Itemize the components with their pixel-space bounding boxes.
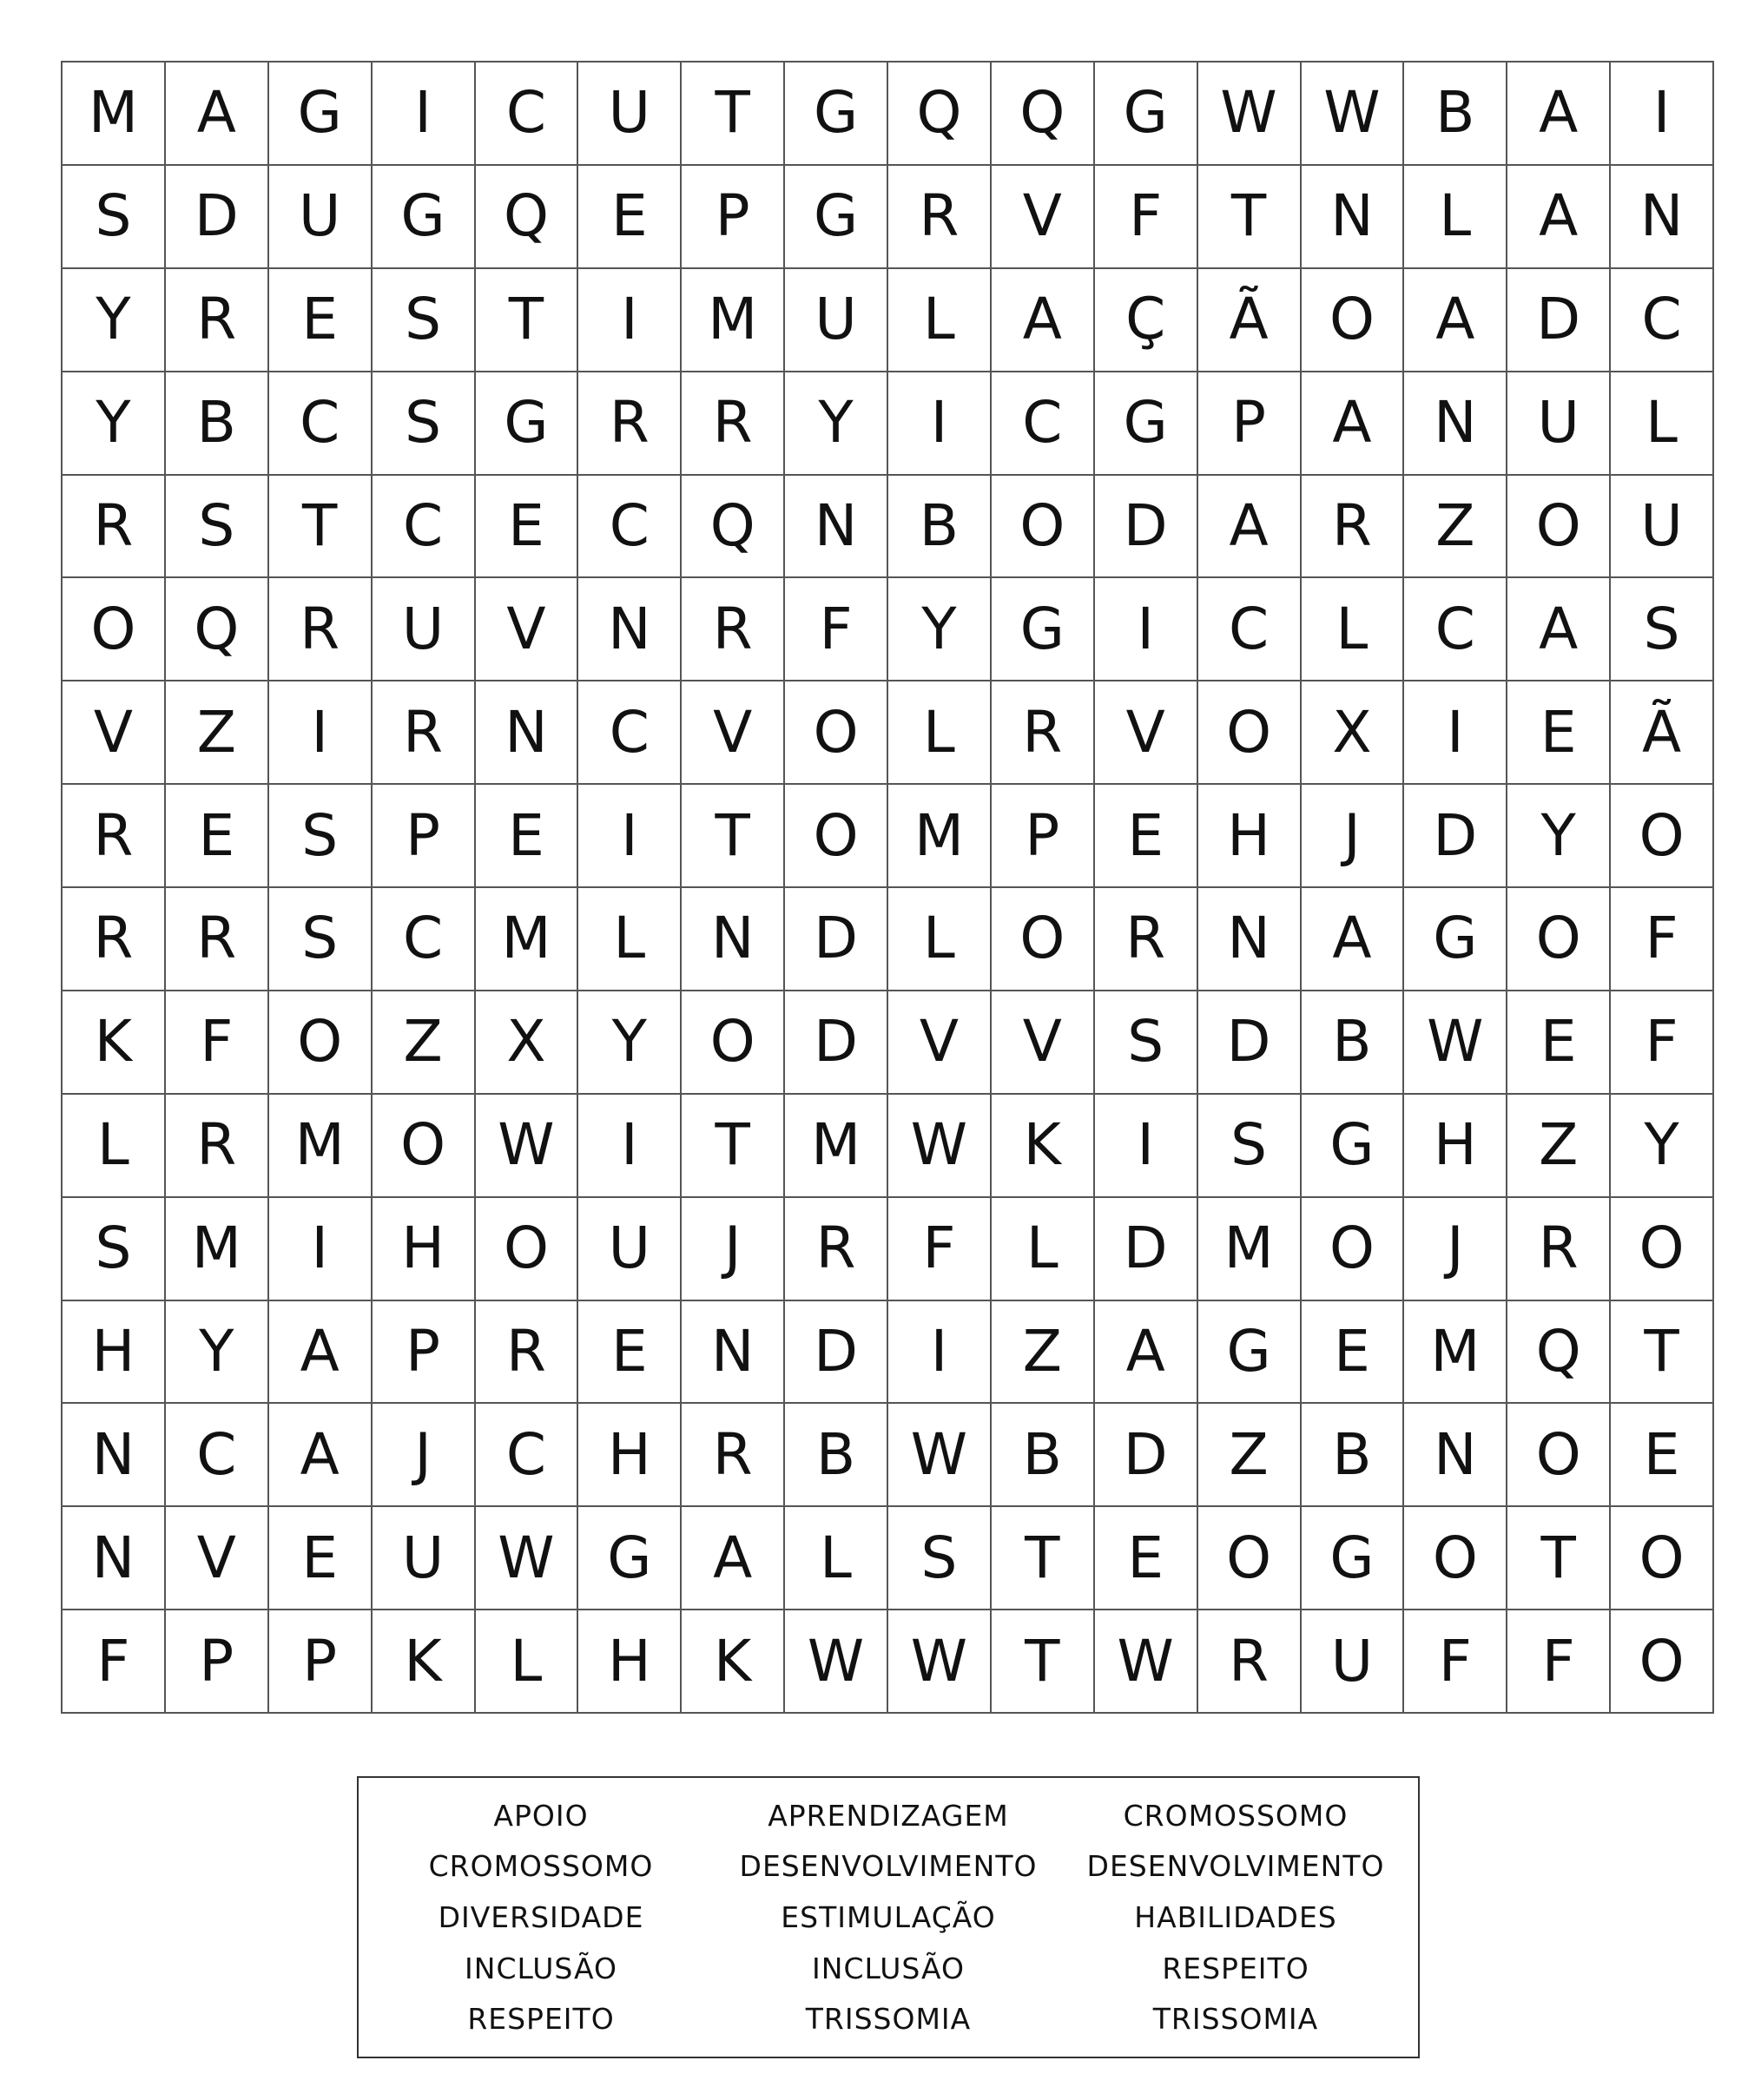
grid-cell[interactable]: E (1095, 785, 1198, 888)
grid-cell[interactable]: G (1302, 1095, 1405, 1198)
grid-cell[interactable]: Q (888, 63, 992, 166)
grid-cell[interactable]: S (63, 1198, 166, 1301)
grid-cell[interactable]: G (1095, 63, 1198, 166)
grid-cell[interactable]: Z (1507, 1095, 1611, 1198)
grid-cell[interactable]: E (269, 1507, 373, 1610)
grid-cell[interactable]: O (1507, 888, 1611, 991)
grid-cell[interactable]: I (1611, 63, 1714, 166)
grid-cell[interactable]: X (1302, 681, 1405, 785)
grid-cell[interactable]: W (785, 1610, 888, 1714)
grid-cell[interactable]: V (166, 1507, 269, 1610)
grid-cell[interactable]: S (1611, 578, 1714, 681)
grid-cell[interactable]: A (269, 1404, 373, 1507)
grid-cell[interactable]: O (1404, 1507, 1507, 1610)
grid-cell[interactable]: A (166, 63, 269, 166)
grid-cell[interactable]: G (1302, 1507, 1405, 1610)
grid-cell[interactable]: M (269, 1095, 373, 1198)
grid-cell[interactable]: V (63, 681, 166, 785)
grid-cell[interactable]: Y (888, 578, 992, 681)
grid-cell[interactable]: N (578, 578, 682, 681)
grid-cell[interactable]: L (63, 1095, 166, 1198)
grid-cell[interactable]: D (1404, 785, 1507, 888)
grid-cell[interactable]: T (992, 1507, 1095, 1610)
grid-cell[interactable]: W (1095, 1610, 1198, 1714)
grid-cell[interactable]: O (785, 681, 888, 785)
grid-cell[interactable]: I (888, 372, 992, 476)
grid-cell[interactable]: L (578, 888, 682, 991)
grid-cell[interactable]: A (1507, 166, 1611, 269)
grid-cell[interactable]: M (1404, 1301, 1507, 1405)
grid-cell[interactable]: Y (166, 1301, 269, 1405)
grid-cell[interactable]: M (682, 269, 785, 372)
grid-cell[interactable]: G (785, 166, 888, 269)
grid-cell[interactable]: N (1198, 888, 1302, 991)
grid-cell[interactable]: O (785, 785, 888, 888)
grid-cell[interactable]: S (269, 888, 373, 991)
grid-cell[interactable]: F (1611, 888, 1714, 991)
grid-cell[interactable]: W (1302, 63, 1405, 166)
grid-cell[interactable]: O (1198, 681, 1302, 785)
grid-cell[interactable]: R (1507, 1198, 1611, 1301)
grid-cell[interactable]: R (63, 785, 166, 888)
grid-cell[interactable]: M (1198, 1198, 1302, 1301)
grid-cell[interactable]: M (476, 888, 579, 991)
word-bank-item: HABILIDADES (1134, 1899, 1337, 1934)
grid-cell[interactable]: N (785, 476, 888, 579)
grid-cell[interactable]: E (1095, 1507, 1198, 1610)
grid-cell[interactable]: I (269, 1198, 373, 1301)
grid-cell[interactable]: D (1198, 991, 1302, 1095)
grid-cell[interactable]: Z (1404, 476, 1507, 579)
grid-cell[interactable]: M (785, 1095, 888, 1198)
grid-cell[interactable]: T (1198, 166, 1302, 269)
grid-cell[interactable]: E (1302, 1301, 1405, 1405)
grid-cell[interactable]: L (785, 1507, 888, 1610)
grid-cell[interactable]: A (1095, 1301, 1198, 1405)
grid-cell[interactable]: N (1404, 1404, 1507, 1507)
grid-cell[interactable]: N (682, 1301, 785, 1405)
word-bank-item: INCLUSÃO (465, 1951, 617, 1985)
grid-cell[interactable]: T (682, 1095, 785, 1198)
grid-cell[interactable]: Z (992, 1301, 1095, 1405)
grid-cell[interactable]: Q (682, 476, 785, 579)
grid-cell[interactable]: A (1404, 269, 1507, 372)
grid-cell[interactable]: A (992, 269, 1095, 372)
grid-cell[interactable]: J (1404, 1198, 1507, 1301)
grid-cell[interactable]: B (1302, 991, 1405, 1095)
grid-cell[interactable]: I (578, 269, 682, 372)
grid-cell[interactable]: P (373, 1301, 476, 1405)
word-bank-item: DIVERSIDADE (438, 1899, 644, 1934)
grid-cell[interactable]: L (1404, 166, 1507, 269)
grid-cell[interactable]: Y (1611, 1095, 1714, 1198)
grid-cell[interactable]: E (476, 785, 579, 888)
grid-cell[interactable]: C (476, 63, 579, 166)
grid-cell[interactable]: T (1611, 1301, 1714, 1405)
grid-cell[interactable]: P (992, 785, 1095, 888)
grid-cell[interactable]: A (1302, 372, 1405, 476)
grid-cell[interactable]: C (578, 681, 682, 785)
grid-cell[interactable]: S (373, 269, 476, 372)
grid-cell[interactable]: E (1507, 991, 1611, 1095)
grid-cell[interactable]: Z (166, 681, 269, 785)
grid-cell[interactable]: O (1611, 785, 1714, 888)
grid-cell[interactable]: E (476, 476, 579, 579)
grid-cell[interactable]: T (682, 63, 785, 166)
grid-cell[interactable]: B (888, 476, 992, 579)
grid-cell[interactable]: O (1302, 269, 1405, 372)
grid-cell[interactable]: N (682, 888, 785, 991)
word-bank-item: CROMOSSOMO (1123, 1798, 1349, 1833)
grid-cell[interactable]: C (476, 1404, 579, 1507)
grid-cell[interactable]: R (578, 372, 682, 476)
grid-cell[interactable]: H (578, 1610, 682, 1714)
grid-cell[interactable]: N (63, 1404, 166, 1507)
grid-cell[interactable]: O (992, 888, 1095, 991)
word-bank-item: CROMOSSOMO (428, 1849, 654, 1884)
grid-cell[interactable]: G (476, 372, 579, 476)
grid-cell[interactable]: C (1404, 578, 1507, 681)
grid-cell[interactable]: V (992, 991, 1095, 1095)
grid-cell[interactable]: P (269, 1610, 373, 1714)
grid-cell[interactable]: A (682, 1507, 785, 1610)
letter-grid (61, 61, 1714, 1714)
grid-cell[interactable]: R (682, 578, 785, 681)
grid-cell[interactable]: N (1611, 166, 1714, 269)
grid-cell[interactable]: W (888, 1095, 992, 1198)
grid-cell[interactable]: R (1302, 476, 1405, 579)
grid-cell[interactable]: J (373, 1404, 476, 1507)
grid-cell[interactable]: O (373, 1095, 476, 1198)
grid-cell[interactable]: W (1404, 991, 1507, 1095)
grid-cell[interactable]: K (992, 1095, 1095, 1198)
grid-cell[interactable]: O (63, 578, 166, 681)
grid-cell[interactable]: S (888, 1507, 992, 1610)
word-bank (357, 1776, 1420, 2058)
grid-cell[interactable]: H (63, 1301, 166, 1405)
grid-cell[interactable]: X (476, 991, 579, 1095)
grid-cell[interactable]: N (476, 681, 579, 785)
grid-cell[interactable]: R (63, 476, 166, 579)
grid-cell[interactable]: A (1198, 476, 1302, 579)
grid-cell[interactable]: F (888, 1198, 992, 1301)
grid-cell[interactable]: L (992, 1198, 1095, 1301)
grid-cell[interactable]: Q (992, 63, 1095, 166)
grid-cell[interactable]: G (1198, 1301, 1302, 1405)
grid-cell[interactable]: M (63, 63, 166, 166)
grid-cell[interactable]: O (992, 476, 1095, 579)
grid-cell[interactable]: U (1302, 1610, 1405, 1714)
grid-cell[interactable]: D (785, 888, 888, 991)
grid-cell[interactable]: O (269, 991, 373, 1095)
grid-cell[interactable]: V (888, 991, 992, 1095)
grid-cell[interactable]: T (269, 476, 373, 579)
grid-cell[interactable]: T (1507, 1507, 1611, 1610)
grid-cell[interactable]: I (373, 63, 476, 166)
grid-cell[interactable]: S (63, 166, 166, 269)
grid-cell[interactable]: U (785, 269, 888, 372)
grid-cell[interactable]: O (1198, 1507, 1302, 1610)
grid-cell[interactable]: V (1095, 681, 1198, 785)
grid-cell[interactable]: K (682, 1610, 785, 1714)
grid-cell[interactable]: R (992, 681, 1095, 785)
grid-cell[interactable]: B (1302, 1404, 1405, 1507)
grid-cell[interactable]: P (373, 785, 476, 888)
grid-cell[interactable]: B (992, 1404, 1095, 1507)
grid-cell[interactable]: F (1404, 1610, 1507, 1714)
grid-cell[interactable]: E (1507, 681, 1611, 785)
grid-cell[interactable]: W (476, 1095, 579, 1198)
grid-cell[interactable]: P (166, 1610, 269, 1714)
grid-cell[interactable]: I (888, 1301, 992, 1405)
grid-cell[interactable]: O (1302, 1198, 1405, 1301)
grid-cell[interactable]: R (166, 1095, 269, 1198)
grid-cell[interactable]: I (269, 681, 373, 785)
grid-cell[interactable]: C (373, 476, 476, 579)
grid-cell[interactable]: C (992, 372, 1095, 476)
grid-cell[interactable]: J (1302, 785, 1405, 888)
grid-cell[interactable]: V (992, 166, 1095, 269)
grid-cell[interactable]: R (682, 1404, 785, 1507)
grid-cell[interactable]: N (1404, 372, 1507, 476)
grid-cell[interactable]: Y (1507, 785, 1611, 888)
grid-cell[interactable]: L (888, 888, 992, 991)
grid-cell[interactable]: R (888, 166, 992, 269)
grid-cell[interactable]: Z (1198, 1404, 1302, 1507)
grid-cell[interactable]: C (578, 476, 682, 579)
grid-cell[interactable]: Ã (1198, 269, 1302, 372)
grid-cell[interactable]: F (1095, 166, 1198, 269)
grid-cell[interactable]: O (1611, 1610, 1714, 1714)
grid-cell[interactable]: B (785, 1404, 888, 1507)
grid-cell[interactable]: F (63, 1610, 166, 1714)
grid-cell[interactable]: A (1302, 888, 1405, 991)
grid-cell[interactable]: U (578, 63, 682, 166)
grid-cell[interactable]: A (269, 1301, 373, 1405)
grid-cell[interactable]: U (373, 1507, 476, 1610)
grid-cell[interactable]: R (373, 681, 476, 785)
grid-cell[interactable]: I (578, 1095, 682, 1198)
grid-cell[interactable]: S (1095, 991, 1198, 1095)
grid-cell[interactable]: Y (785, 372, 888, 476)
word-bank-item: RESPEITO (467, 2002, 615, 2037)
grid-cell[interactable]: T (476, 269, 579, 372)
grid-cell[interactable]: O (1507, 1404, 1611, 1507)
grid-cell[interactable]: F (166, 991, 269, 1095)
grid-cell[interactable]: M (166, 1198, 269, 1301)
grid-cell[interactable]: C (1198, 578, 1302, 681)
grid-cell[interactable]: O (476, 1198, 579, 1301)
grid-cell[interactable]: P (682, 166, 785, 269)
grid-cell[interactable]: F (1611, 991, 1714, 1095)
grid-cell[interactable]: R (166, 888, 269, 991)
grid-cell[interactable]: R (1198, 1610, 1302, 1714)
grid-cell[interactable]: R (682, 372, 785, 476)
grid-cell[interactable]: W (888, 1404, 992, 1507)
grid-cell[interactable]: L (1611, 372, 1714, 476)
grid-cell[interactable]: V (476, 578, 579, 681)
grid-cell[interactable]: M (888, 785, 992, 888)
grid-cell[interactable]: G (1095, 372, 1198, 476)
grid-cell[interactable]: S (269, 785, 373, 888)
grid-cell[interactable]: U (1611, 476, 1714, 579)
grid-cell[interactable]: E (578, 166, 682, 269)
grid-cell[interactable]: H (373, 1198, 476, 1301)
grid-cell[interactable]: E (269, 269, 373, 372)
grid-cell[interactable]: E (166, 785, 269, 888)
grid-cell[interactable]: Q (476, 166, 579, 269)
grid-cell[interactable]: C (373, 888, 476, 991)
word-bank-item: DESENVOLVIMENTO (739, 1849, 1038, 1884)
grid-cell[interactable]: G (373, 166, 476, 269)
grid-cell[interactable]: S (373, 372, 476, 476)
word-bank-item: APRENDIZAGEM (768, 1798, 1009, 1833)
grid-cell[interactable]: I (1095, 1095, 1198, 1198)
grid-cell[interactable]: S (166, 476, 269, 579)
grid-cell[interactable]: U (578, 1198, 682, 1301)
grid-cell[interactable]: H (1404, 1095, 1507, 1198)
grid-cell[interactable]: Ç (1095, 269, 1198, 372)
grid-cell[interactable]: D (1095, 1198, 1198, 1301)
grid-cell[interactable]: R (269, 578, 373, 681)
grid-cell[interactable]: D (1095, 476, 1198, 579)
grid-cell[interactable]: O (1611, 1507, 1714, 1610)
grid-cell[interactable]: A (1507, 578, 1611, 681)
grid-cell[interactable]: S (1198, 1095, 1302, 1198)
grid-cell[interactable]: L (1302, 578, 1405, 681)
grid-cell[interactable]: G (269, 63, 373, 166)
grid-cell[interactable]: C (269, 372, 373, 476)
grid-cell[interactable]: K (63, 991, 166, 1095)
grid-cell[interactable]: B (1404, 63, 1507, 166)
word-bank-item: RESPEITO (1162, 1951, 1309, 1985)
grid-cell[interactable]: R (166, 269, 269, 372)
grid-cell[interactable]: R (63, 888, 166, 991)
grid-cell[interactable]: O (682, 991, 785, 1095)
word-bank-item: DESENVOLVIMENTO (1086, 1849, 1385, 1884)
grid-cell[interactable]: J (682, 1198, 785, 1301)
grid-cell[interactable]: E (578, 1301, 682, 1405)
grid-cell[interactable]: Y (63, 372, 166, 476)
grid-cell[interactable]: D (785, 991, 888, 1095)
word-bank-item: TRISSOMIA (805, 2002, 972, 2037)
grid-cell[interactable]: N (63, 1507, 166, 1610)
grid-cell[interactable]: B (166, 372, 269, 476)
grid-cell[interactable]: H (1198, 785, 1302, 888)
grid-cell[interactable]: H (578, 1404, 682, 1507)
grid-cell[interactable]: T (992, 1610, 1095, 1714)
grid-cell[interactable]: V (682, 681, 785, 785)
grid-cell[interactable]: G (785, 63, 888, 166)
grid-cell[interactable]: Q (1507, 1301, 1611, 1405)
grid-cell[interactable]: W (888, 1610, 992, 1714)
grid-cell[interactable]: R (1095, 888, 1198, 991)
grid-cell[interactable]: R (476, 1301, 579, 1405)
grid-cell[interactable]: R (785, 1198, 888, 1301)
grid-cell[interactable]: I (1095, 578, 1198, 681)
grid-cell[interactable]: T (682, 785, 785, 888)
grid-cell[interactable]: Q (166, 578, 269, 681)
grid-cell[interactable]: Y (63, 269, 166, 372)
grid-cell[interactable]: U (269, 166, 373, 269)
grid-cell[interactable]: D (785, 1301, 888, 1405)
grid-cell[interactable]: Z (373, 991, 476, 1095)
grid-cell[interactable]: U (1507, 372, 1611, 476)
grid-cell[interactable]: I (1404, 681, 1507, 785)
grid-cell[interactable]: W (476, 1507, 579, 1610)
word-bank-item: TRISSOMIA (1152, 2002, 1319, 2037)
grid-cell[interactable]: G (1404, 888, 1507, 991)
grid-cell[interactable]: N (1302, 166, 1405, 269)
grid-cell[interactable]: W (1198, 63, 1302, 166)
grid-cell[interactable]: G (992, 578, 1095, 681)
grid-cell[interactable]: O (1611, 1198, 1714, 1301)
word-bank-item: ESTIMULAÇÃO (781, 1899, 996, 1934)
grid-cell[interactable]: C (1611, 269, 1714, 372)
grid-cell[interactable]: D (166, 166, 269, 269)
grid-cell[interactable]: U (373, 578, 476, 681)
grid-cell[interactable]: K (373, 1610, 476, 1714)
grid-cell[interactable]: P (1198, 372, 1302, 476)
grid-cell[interactable]: O (1507, 476, 1611, 579)
grid-cell[interactable]: A (1507, 63, 1611, 166)
grid-cell[interactable]: C (166, 1404, 269, 1507)
grid-cell[interactable]: I (578, 785, 682, 888)
grid-cell[interactable]: E (1611, 1404, 1714, 1507)
grid-cell[interactable]: F (785, 578, 888, 681)
grid-cell[interactable]: L (888, 269, 992, 372)
grid-cell[interactable]: D (1095, 1404, 1198, 1507)
grid-cell[interactable]: Y (578, 991, 682, 1095)
grid-cell[interactable]: D (1507, 269, 1611, 372)
word-bank-item: INCLUSÃO (812, 1951, 965, 1985)
grid-cell[interactable]: F (1507, 1610, 1611, 1714)
word-bank-item: APOIO (493, 1798, 589, 1833)
grid-cell[interactable]: Ã (1611, 681, 1714, 785)
grid-cell[interactable]: L (888, 681, 992, 785)
grid-cell[interactable]: G (578, 1507, 682, 1610)
grid-cell[interactable]: L (476, 1610, 579, 1714)
